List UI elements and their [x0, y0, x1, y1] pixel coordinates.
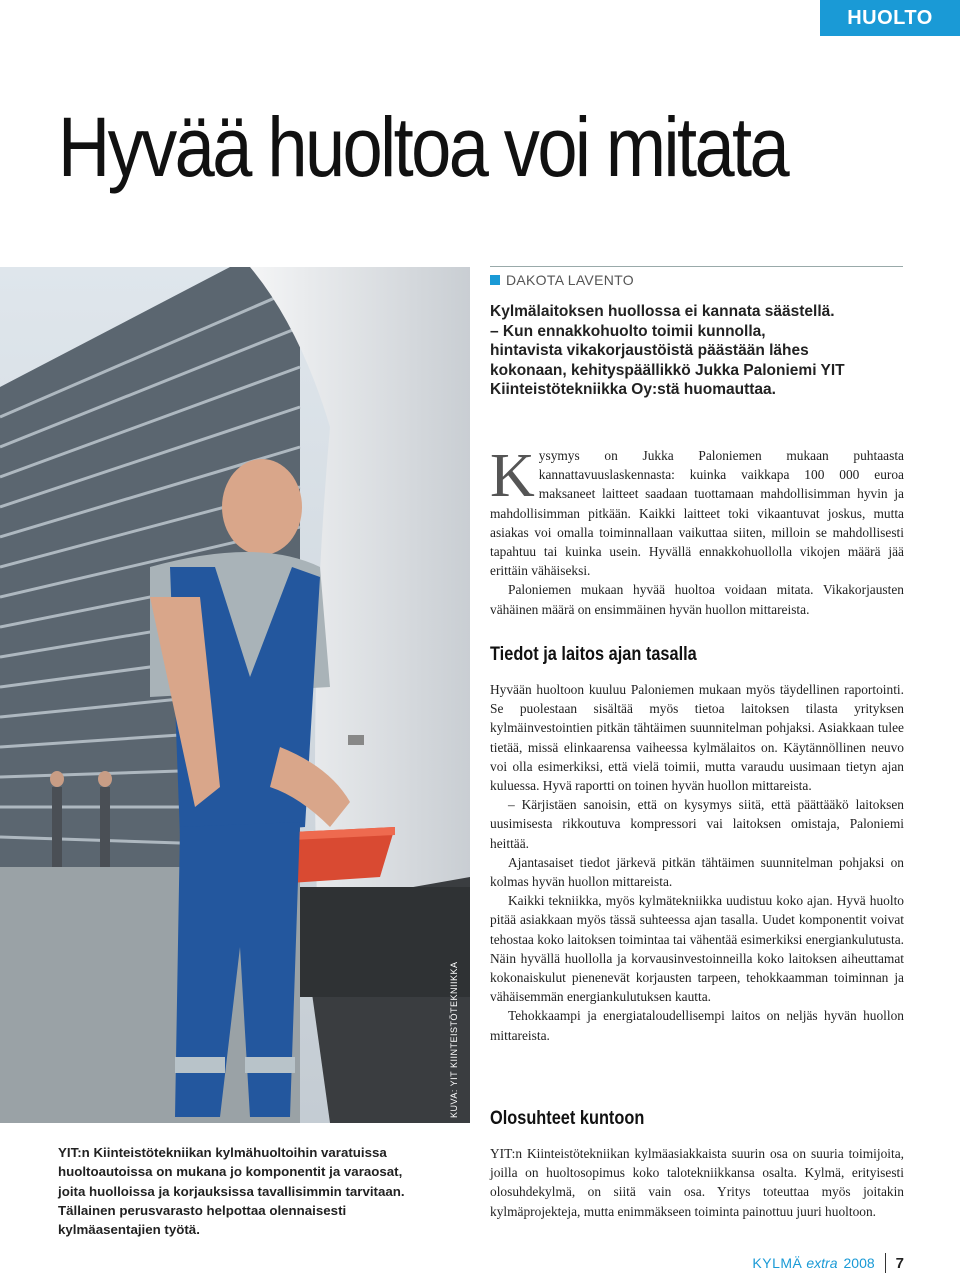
section3-paragraph: YIT:n Kiinteistötekniikan kylmäasiakkaista suurin osa on suuria toimijoita, joilla on huoltosopimus koko talotekniikkansa osalta. Kylmä, erityisesti olosuhdekylmä, on siitä vain osa. Yritys toteuttaa myös joitakin kylmäprojekteja, mutta enimmäkseen toiminta painottuu juuri huoltoon. [490, 1146, 904, 1219]
subheading-tiedot: Tiedot ja laitos ajan tasalla [490, 644, 697, 665]
subheading-olosuhteet: Olosuhteet kuntoon [490, 1108, 645, 1129]
section2-paragraph: Hyvään huoltoon kuuluu Paloniemen mukaan myös täydellinen raportointi. Se puolestaan sisältää myös tietoa laitoksen tilasta yrityksen kylmäinvestointien pitkän tähtäimen suunnitelman pohjaksi. Asiakkaan tulee tietää, missä elinkaarensa vaiheessa kylmälaitos on. Käytännöllinen neuvo voi olla esimerkiksi, että vielä toimii, mutta varaudu uusimaan tietyn ajan kuluessa. Hyvä raportti on toinen hyvän huollon mittareista. [490, 682, 904, 794]
section2-paragraph: Kaikki tekniikka, myös kylmätekniikka uudistuu koko ajan. Hyvä huolto pitää asiakkaan myös tässä suhteessa ajan tasalla. Uudet komponentit voivat tehostaa koko laitoksen toimintaa tai vähentää esimerkiksi energiankulutusta. Näin hyvällä huollolla ja korvausinvestoinneilla koko laitoksen aiheuttamat kokonaiskulut pienenevät korjausten tarpeen, tehokkaamman toiminnan ja vähäisemmän energiankulutuksen kautta. [490, 893, 905, 1005]
lead-line: hintavista vikakorjaustöistä päästään lähes [490, 342, 809, 359]
magazine-year: 2008 [843, 1255, 875, 1271]
section3-body [490, 1144, 904, 1221]
intro-paragraph [490, 442, 904, 580]
section2-paragraph: – Kärjistäen sanoisin, että on kysymys siitä, että päättääkö laitoksen uusimisesta rikkoutuva kompressori vai laitoksen omistaja, Paloniemi heittää. [490, 797, 904, 851]
lead-line: Kylmälaitoksen huollossa ei kannata säästellä. [490, 303, 835, 320]
byline [490, 272, 634, 288]
technician-photo [0, 267, 470, 1123]
drop-cap: K [490, 442, 535, 510]
lead-line: – Kun ennakkohuolto toimii kunnolla, [490, 322, 766, 340]
magazine-name: KYLMÄ [752, 1255, 803, 1271]
page-number: 7 [895, 1254, 904, 1272]
byline-author: DAKOTA LAVENTO [506, 272, 634, 288]
photo-caption: YIT:n Kiinteistötekniikan kylmähuoltoihin varatuissa huoltoautoissa on mukana jo komponentit ja varaosat, joita huolloissa ja korjauksissa tavallisimmin tarvitaan. Tällainen perusvarasto helpottaa olennaisesti kylmäasentajien työtä. [58, 1145, 405, 1238]
intro-body [490, 442, 904, 619]
intro-text: ysymys on Jukka Paloniemen mukaan puhtaasta kannattavuuslaskennasta: kuinka vaikkapa 100 000 euroa maksaneet laitteet saadaan tuottamaan mahdollisimman hyvin ja mahdollisimman pitkään. Kaikki laitteet toki vikaantuvat joskus, mutta asiakas voi omalla toiminnallaan vaikuttaa siiten, milloin se mahdollisesti tapahtuu tai kuinka usein. Hyvällä ennakkohuollolla vikojen määrä jää erittäin vähäiseksi. [490, 448, 904, 579]
intro-paragraph-2: Paloniemen mukaan hyvää huoltoa voidaan mitata. Vikakorjausten vähäinen määrä on ensimmäinen hyvän huollon mittareista. [490, 582, 904, 617]
photo-illustration [0, 267, 470, 1123]
footer-divider [885, 1253, 886, 1273]
magazine-extra: extra [806, 1255, 838, 1271]
section2-body [490, 680, 904, 1045]
lead-line: Kiinteistötekniikka Oy:stä huomauttaa. [490, 381, 776, 398]
page-footer [752, 1253, 904, 1273]
headline: Hyvää huoltoa voi mitata [58, 100, 788, 194]
lead-line: kokonaan, kehityspäällikkö Jukka Paloniemi YIT [490, 361, 845, 379]
section2-paragraph: Ajantasaiset tiedot järkevä pitkän tähtäimen suunnitelman pohjaksi on kolmas hyvän huollon mittareista. [490, 854, 904, 890]
section-label: HUOLTO [820, 0, 960, 36]
byline-square-icon [490, 275, 500, 285]
byline-rule [490, 266, 903, 267]
section2-paragraph: Tehokkaampi ja energiataloudellisempi laitos on neljäs hyvän huollon mittareista. [490, 1008, 904, 1043]
lead-paragraph [490, 302, 910, 400]
photo-credit: KUVA: YIT KIINTEISTÖTEKNIIKKA [449, 961, 459, 1118]
